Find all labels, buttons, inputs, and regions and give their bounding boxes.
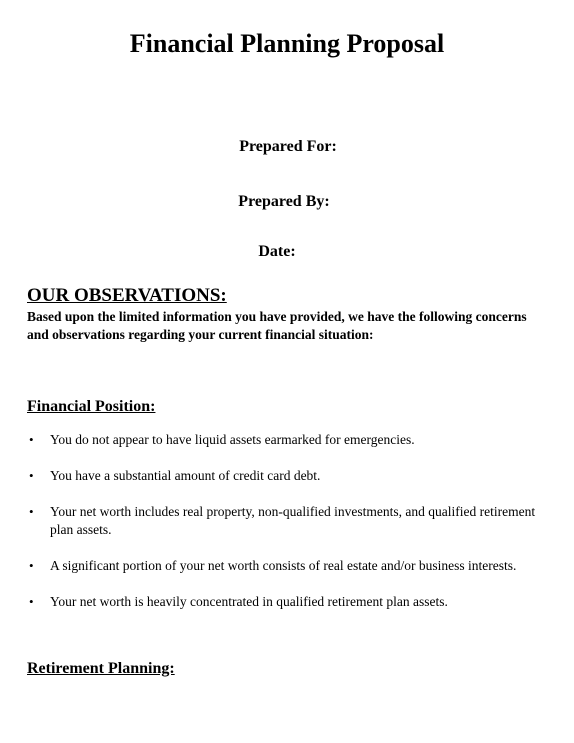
prepared-by-label: Prepared By: bbox=[238, 193, 330, 210]
list-item-text: You do not appear to have liquid assets earmarked for emergencies. bbox=[50, 432, 415, 447]
list-item-text: Your net worth is heavily concentrated in qualified retirement plan assets. bbox=[50, 594, 448, 609]
bullet-icon: • bbox=[29, 504, 34, 519]
list-item bbox=[27, 467, 547, 485]
list-item bbox=[27, 503, 547, 539]
prepared-for-line bbox=[0, 137, 574, 157]
prepared-by-line bbox=[0, 192, 574, 212]
list-item bbox=[27, 431, 547, 449]
financial-position-list bbox=[27, 431, 547, 611]
bullet-icon: • bbox=[29, 468, 34, 483]
bullet-icon: • bbox=[29, 558, 34, 573]
observations-heading: OUR OBSERVATIONS: bbox=[27, 285, 227, 306]
bullet-icon: • bbox=[29, 594, 34, 609]
list-item-text: A significant portion of your net worth consists of real estate and/or business interests. bbox=[50, 558, 517, 573]
prepared-for-label: Prepared For: bbox=[239, 138, 337, 155]
list-item bbox=[27, 557, 547, 575]
date-line bbox=[0, 242, 574, 262]
bullet-icon: • bbox=[29, 432, 34, 447]
list-item-text: You have a substantial amount of credit card debt. bbox=[50, 468, 321, 483]
list-item-text: Your net worth includes real property, non-qualified investments, and qualified retirement plan assets. bbox=[50, 504, 536, 537]
financial-position-heading: Financial Position: bbox=[27, 398, 156, 415]
retirement-planning-heading: Retirement Planning: bbox=[27, 660, 175, 677]
list-item bbox=[27, 593, 547, 611]
date-label: Date: bbox=[258, 243, 296, 260]
document-title: Financial Planning Proposal bbox=[129, 29, 445, 58]
observations-intro: Based upon the limited information you have provided, we have the following concerns and observations regarding your current financial situation: bbox=[27, 309, 527, 342]
